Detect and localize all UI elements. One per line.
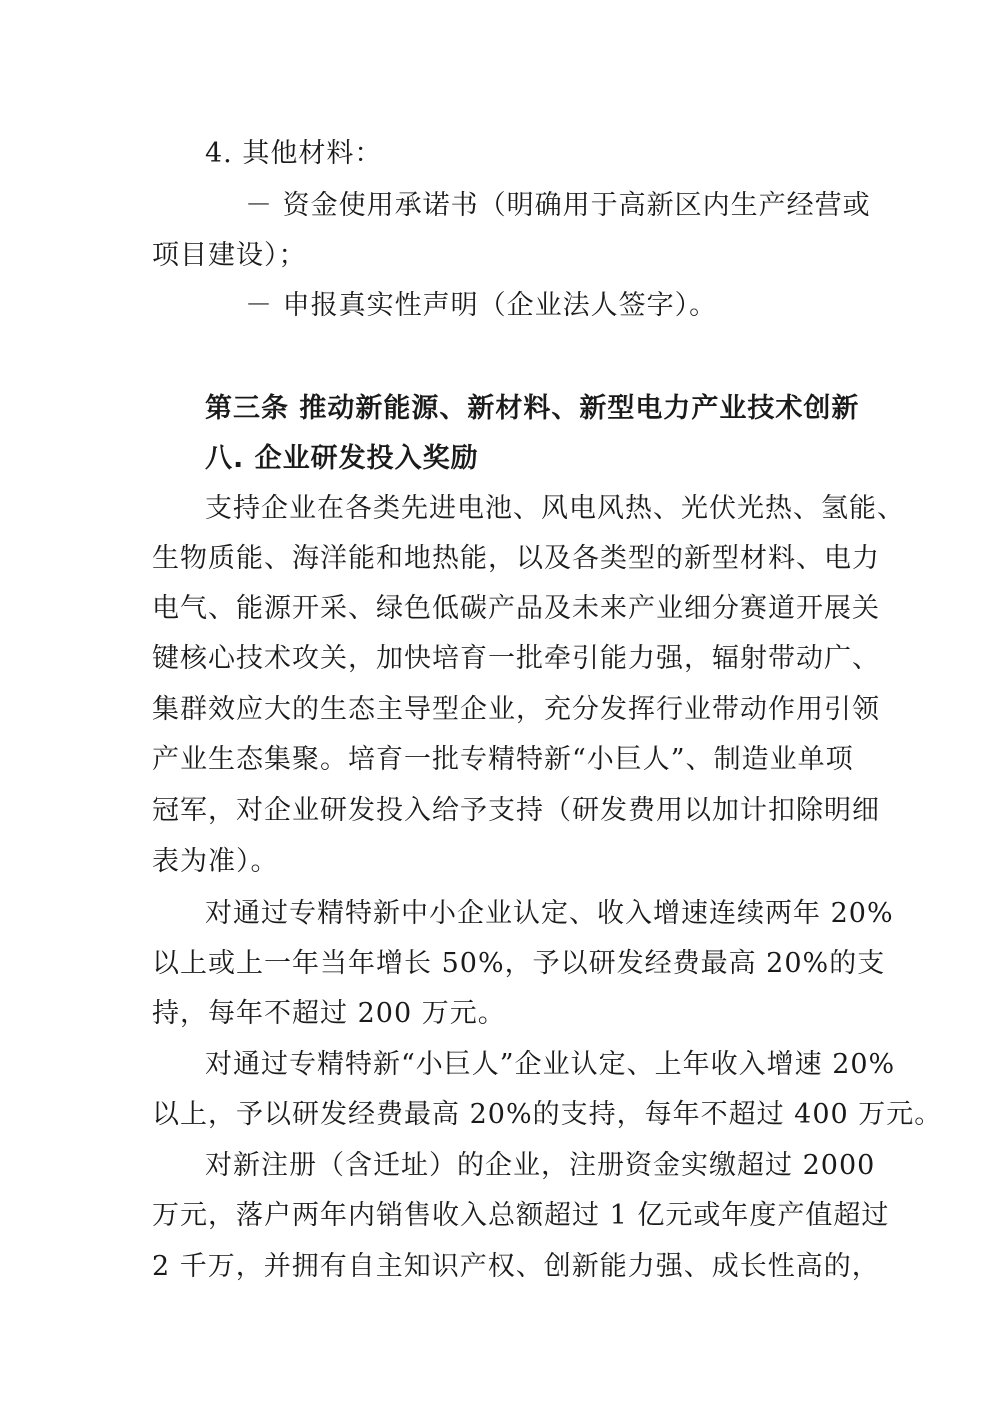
item4-sub2: － 申报真实性声明（企业法人签字）。 bbox=[245, 290, 718, 321]
para1-line: 支持企业在各类先进电池、风电风热、光伏光热、氢能、 bbox=[205, 493, 905, 524]
para2-line: 以上或上一年当年增长 50%，予以研发经费最高 20%的支 bbox=[152, 948, 886, 979]
para2-line: 对通过专精特新中小企业认定、收入增速连续两年 20% bbox=[205, 898, 894, 929]
para4-line: 2 千万，并拥有自主知识产权、创新能力强、成长性高的， bbox=[152, 1251, 880, 1282]
para1-line: 表为准）。 bbox=[152, 846, 279, 877]
item4-label: 4. 其他材料： bbox=[205, 138, 383, 169]
para4-line: 万元，落户两年内销售收入总额超过 1 亿元或年度产值超过 bbox=[152, 1200, 890, 1231]
item4-sub1-line2: 项目建设）； bbox=[152, 240, 307, 271]
para1-line: 产业生态集聚。培育一批专精特新“小巨人”、制造业单项 bbox=[152, 744, 854, 775]
para1-line: 生物质能、海洋能和地热能，以及各类型的新型材料、电力 bbox=[152, 543, 880, 574]
para1-line: 冠军，对企业研发投入给予支持（研发费用以加计扣除明细 bbox=[152, 795, 880, 826]
para1-line: 电气、能源开采、绿色低碳产品及未来产业细分赛道开展关 bbox=[152, 593, 880, 624]
para1-line: 键核心技术攻关，加快培育一批牵引能力强，辐射带动广、 bbox=[152, 643, 880, 674]
item4-sub1-line1: － 资金使用承诺书（明确用于高新区内生产经营或 bbox=[245, 190, 871, 221]
para1-line: 集群效应大的生态主导型企业，充分发挥行业带动作用引领 bbox=[152, 694, 880, 725]
para3-line: 对通过专精特新“小巨人”企业认定、上年收入增速 20% bbox=[205, 1049, 896, 1080]
article3-heading: 第三条 推动新能源、新材料、新型电力产业技术创新 bbox=[205, 393, 860, 424]
para2-line: 持，每年不超过 200 万元。 bbox=[152, 998, 506, 1029]
para3-line: 以上，予以研发经费最高 20%的支持，每年不超过 400 万元。 bbox=[152, 1099, 943, 1130]
section8-heading: 八. 企业研发投入奖励 bbox=[205, 443, 479, 474]
para4-line: 对新注册（含迁址）的企业，注册资金实缴超过 2000 bbox=[205, 1150, 876, 1181]
